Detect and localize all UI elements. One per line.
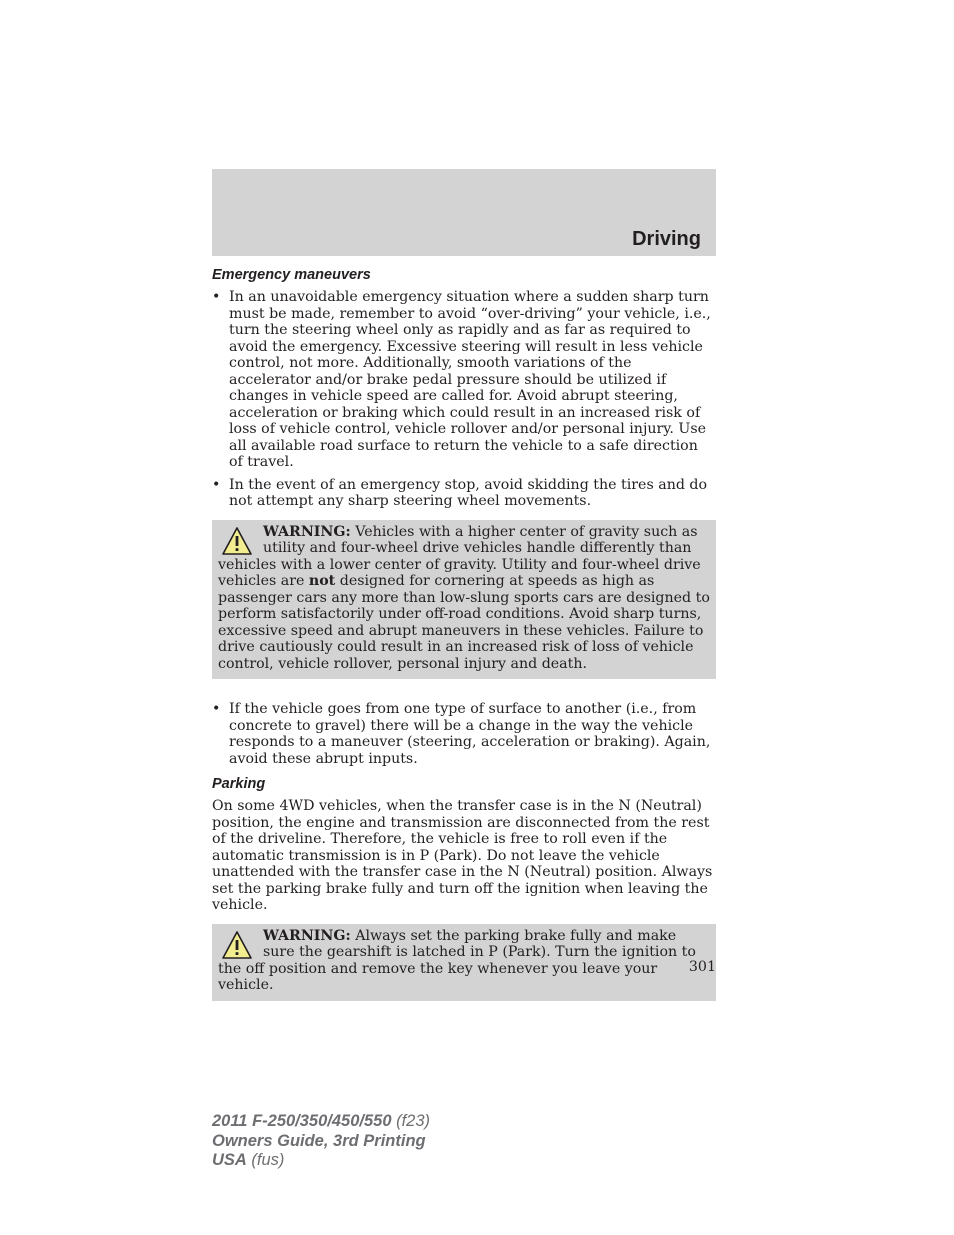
footer-line-1 (212, 1112, 430, 1132)
warning-text: designed for cornering at speeds as high as passenger cars any more than low-slung sports cars are designed to perform satisfactorily under off-road conditions. Avoid sharp turns, excessive speed and abrupt maneuvers in these vehicles. Failure to drive cautiously could result in an increased risk of loss of vehicle control, vehicle rollover, personal injury and death. (218, 573, 710, 672)
page-number: 301 (688, 959, 716, 975)
warning-triangle-icon (221, 526, 253, 556)
parking-heading: Parking (212, 776, 266, 792)
warning-box-emergency (212, 520, 716, 680)
warning-triangle-icon (221, 930, 253, 960)
bullet-item (212, 477, 716, 510)
bullet-item (212, 289, 716, 471)
warning-label: WARNING: (263, 927, 351, 944)
emergency-maneuvers-heading: Emergency maneuvers (212, 267, 371, 283)
bullet-dot: • (212, 289, 221, 305)
section-title: Driving (632, 228, 701, 250)
warning-text: Vehicles with a higher center of gravity such as utility and four-wheel drive vehicles handle differently than vehicles with a lower center of gravity. Utility and four-wheel drive vehicles are (218, 523, 701, 589)
bullet-text: In an unavoidable emergency situation where a sudden sharp turn must be made, remember to avoid “over-driving” your vehicle, i.e., turn the steering wheel only as rapidly and as far as required to avoid the emergency. Excessive steering will result in less vehicle control, not more. Additionally, smooth variations of the accelerator and/or brake pedal pressure should be utilized if changes in vehicle speed are called for. Avoid abrupt steering, acceleration or braking which could result in an increased risk of loss of vehicle control, vehicle rollover and/or personal injury. Use all available road surface to return the vehicle to a safe direction of travel. (229, 289, 711, 470)
footer-market-code: (fus) (246, 1151, 285, 1169)
parking-paragraph: On some 4WD vehicles, when the transfer case is in the N (Neutral) position, the engine and transmission are disconnected from the rest of the driveline. Therefore, the vehicle is free to roll even if the automatic transmission is in P (Park). Do not leave the vehicle unattended with the transfer case in the N (Neutral) position. Always set the parking brake fully and turn off the ignition when leaving the vehicle. (212, 798, 713, 913)
document-footer (212, 1112, 430, 1171)
warning-emphasis: not (308, 573, 336, 589)
bullet-text: If the vehicle goes from one type of surface to another (i.e., from concrete to gravel) there will be a change in the way the vehicle responds to a maneuver (steering, acceleration or braking). Again, avoid these abrupt inputs. (229, 701, 711, 767)
footer-line-3 (212, 1151, 430, 1171)
footer-line-2: Owners Guide, 3rd Printing (212, 1131, 426, 1150)
warning-label: WARNING: (263, 523, 351, 540)
warning-text: Always set the parking brake fully and make sure the gearshift is latched in P (Park). Turn the ignition to the off position and remove the key whenever you leave your vehicle. (218, 927, 696, 993)
warning-box-parking (212, 924, 716, 1001)
bullet-dot: • (212, 701, 221, 717)
bullet-dot: • (212, 476, 221, 493)
bullet-text: In the event of an emergency stop, avoid skidding the tires and do not attempt any sharp steering wheel movements. (229, 476, 708, 509)
footer-model: 2011 F-250/350/450/550 (212, 1112, 392, 1130)
page-content (212, 266, 716, 1023)
section-header-band (212, 169, 716, 256)
footer-model-code: (f23) (391, 1112, 431, 1130)
bullet-item (212, 701, 716, 767)
footer-market: USA (212, 1151, 247, 1169)
